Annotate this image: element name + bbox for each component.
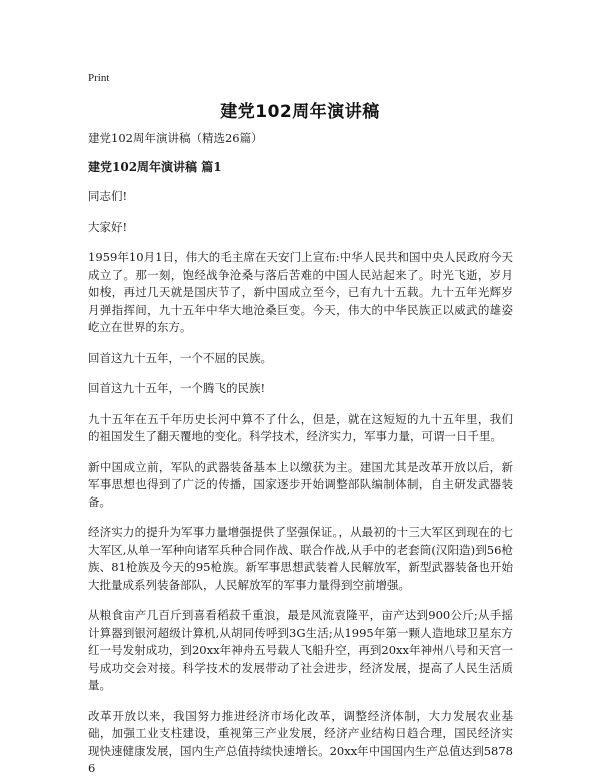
paragraph-economy: 改革开放以来，我国努力推进经济市场化改革，调整经济体制，大力发展农业基础，加强工业支柱建设，重视第三产业发展，经济产业结构日趋合理，国民经济实现快速健康发展，国内生产总值持续快速增长。20xx年中国国内生产总值达到58786 [88,708,513,775]
paragraph-recall-unyielding: 回首这九十五年，一个不屈的民族。 [88,350,272,365]
paragraph-science: 从粮食亩产几百斤到喜看稻菽千重浪，最是风流袁隆平，亩产达到900公斤;从手摇计算器到银河超级计算机,从胡同传呼到3G生活;从1995年第一颗人造地球卫星东方红一号发射成功，到20xx年神舟五号载人飞船升空，再到20xx年神州八号和天宫一号成功交会对接。科学技术的发展带动了社会进步，经济发展，提高了人民生活质量。 [88,608,513,692]
paragraph-military-strength: 经济实力的提升为军事力量增强提供了坚强保证。，从最初的十三大军区到现在的七大军区,从单一军种向诸军兵种合同作战、联合作战,从手中的老套筒(汉阳造)到56枪族、81枪族及今天的95枪族。新军事思想武装着人民解放军，新型武器装备也开始大批量成系列装备部队，人民解放军的军事力量得到空前增强。 [88,525,513,592]
document-title: 建党102周年演讲稿 [220,102,380,122]
print-label: Print [88,72,110,84]
document-body [88,130,513,776]
paragraph-greeting-comrades: 同志们! [88,189,128,203]
paragraph-founding: 1959年10月1日，伟大的毛主席在天安门上宣布:中华人民共和国中央人民政府今天成立了。那一刻，饱经战争沧桑与落后苦难的中国人民站起来了。时光飞逝，岁月如梭，再过几天就是国庆节了，新中国成立至今，已有九十五载。九十五年光辉岁月弹指挥间，九十五年中华大地沧桑巨变。今天，伟大的中华民族正以威武的雄姿屹立在世界的东方。 [88,250,513,334]
document-subtitle: 建党102周年演讲稿（精选26篇） [88,131,263,145]
paragraph-recall-soaring: 回首这九十五年，一个腾飞的民族! [88,381,266,395]
paragraph-military-before: 新中国成立前，军队的武器装备基本上以缴获为主。建国尤其是改革开放以后，新军事思想也得到了广泛的传播，国家逐步开始调整部队编制体制，自主研发武器装备。 [88,459,513,509]
section-heading: 建党102周年演讲稿 篇1 [88,160,222,174]
paragraph-changes: 九十五年在五千年历史长河中算不了什么，但是，就在这短短的九十五年里，我们的祖国发生了翻天覆地的变化。科学技术，经济实力，军事力量，可谓一日千里。 [88,411,513,443]
paragraph-greeting-all: 大家好! [88,219,128,234]
